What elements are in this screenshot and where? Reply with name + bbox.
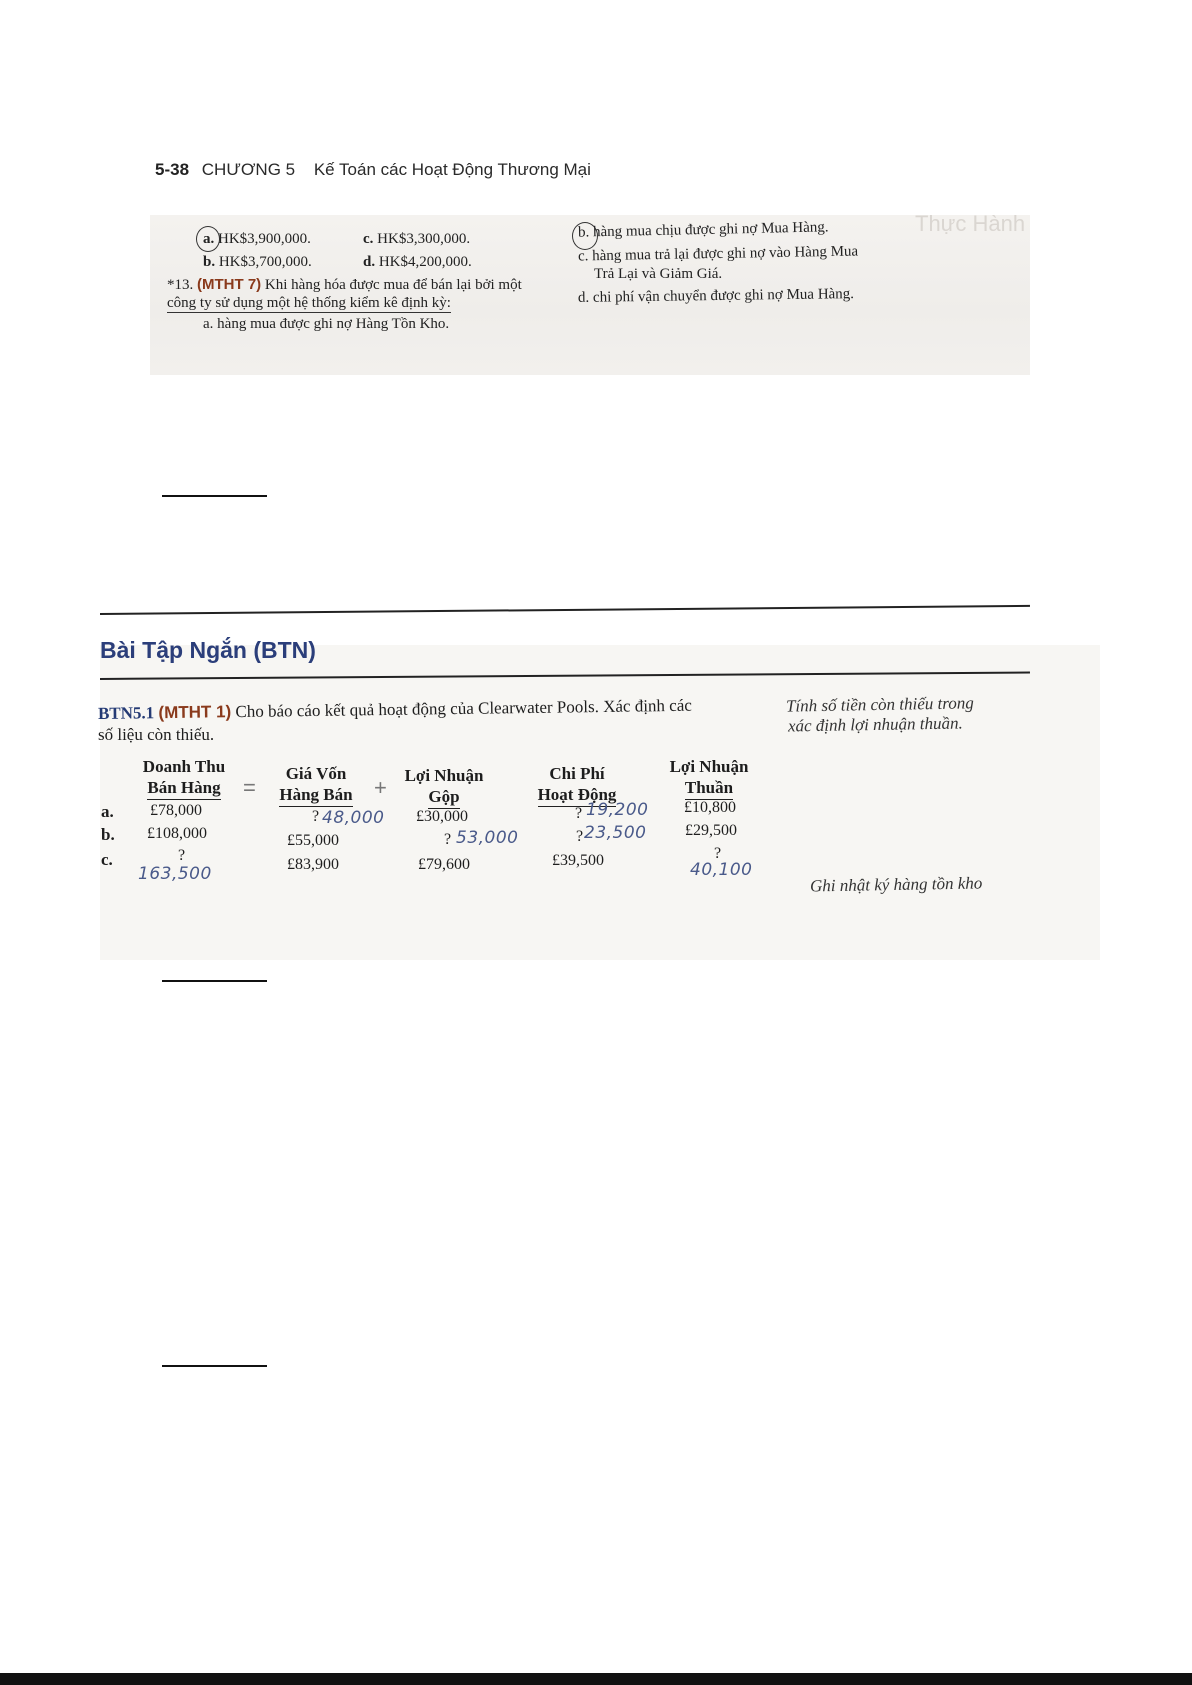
col-header-net-income: Lợi Nhuận Thuần <box>655 756 763 800</box>
cell-a-net-income: £10,800 <box>684 799 736 816</box>
exercise-text-line2: số liệu còn thiếu. <box>98 725 215 744</box>
handwritten-c-net-income: 40,100 <box>690 860 753 880</box>
q13-option-d: d. chi phí vận chuyển được ghi nợ Mua Hàng. <box>577 286 855 306</box>
q12-option-a: a. HK$3,900,000. <box>203 231 311 247</box>
cell-c-net-income: ? <box>714 845 722 862</box>
cell-c-revenue: ? <box>178 847 186 864</box>
col-header-operating-expenses: Chi Phí Hoạt Động <box>522 763 632 807</box>
cell-a-operating-expenses: ? <box>575 805 583 822</box>
cell-a-revenue: £78,000 <box>150 802 202 819</box>
col-header-gross-profit: Lợi Nhuận Gộp <box>390 765 498 809</box>
col-header-revenue: Doanh Thu Bán Hàng <box>128 756 240 800</box>
equals-operator: = <box>243 775 256 800</box>
handwritten-a-operating-expenses: 19,200 <box>586 800 649 820</box>
side-note: Tính số tiền còn thiếu trong <box>785 693 974 716</box>
q12-option-c: c. HK$3,300,000. <box>363 231 471 247</box>
cell-a-gross-profit: £30,000 <box>416 808 468 825</box>
answer-blank-line <box>162 1365 267 1367</box>
cell-b-revenue: £108,000 <box>147 825 207 842</box>
chapter-label: CHƯƠNG 5 <box>201 160 296 179</box>
handwritten-b-operating-expenses: 23,500 <box>584 823 647 843</box>
row-label-b: b. <box>101 825 115 844</box>
col-header-cogs: Giá Vốn Hàng Bán <box>262 763 370 807</box>
cell-b-gross-profit: ? <box>444 831 452 848</box>
exercise-text: BTN5.1 (MTHT 1) Cho báo cáo kết quả hoạt động của Clearwater Pools. Xác định các <box>97 695 693 723</box>
scan-edge-strip <box>0 1673 1192 1685</box>
cell-c-gross-profit: £79,600 <box>418 856 470 873</box>
faded-heading: Thực Hành <box>915 215 1026 236</box>
cell-b-net-income: £29,500 <box>685 822 737 839</box>
q13-stem: *13. (MTHT 7) Khi hàng hóa được mua để bán lại bởi một <box>167 276 522 293</box>
section-rule-top <box>100 605 1030 615</box>
side-note-bottom: Ghi nhật ký hàng tồn kho <box>809 873 983 896</box>
answer-blank-line <box>162 980 267 982</box>
cell-a-cogs: ? <box>312 808 320 825</box>
cell-c-operating-expenses: £39,500 <box>552 852 604 869</box>
handwritten-a-cogs: 48,000 <box>322 808 385 828</box>
q13-option-a: a. hàng mua được ghi nợ Hàng Tồn Kho. <box>203 316 450 332</box>
handwritten-c-revenue: 163,500 <box>138 864 212 884</box>
cell-c-cogs: £83,900 <box>287 856 339 873</box>
page-header <box>155 160 591 180</box>
page-number: 5-38 <box>155 160 190 179</box>
cell-b-cogs: £55,000 <box>287 832 339 849</box>
cell-b-operating-expenses: ? <box>576 828 584 845</box>
q13-option-c-line2: Trả Lại và Giảm Giá. <box>594 266 723 282</box>
chapter-title: Kế Toán các Hoạt Động Thương Mại <box>313 160 591 179</box>
side-note-line2: xác định lợi nhuận thuần. <box>787 713 963 736</box>
section-title: Bài Tập Ngắn (BTN) <box>100 637 316 663</box>
q12-option-b: b. HK$3,700,000. <box>203 254 312 270</box>
handwritten-b-gross-profit: 53,000 <box>456 828 519 848</box>
row-label-a: a. <box>101 802 114 821</box>
answer-blank-line <box>162 495 267 497</box>
q13-stem-line2: công ty sử dụng một hệ thống kiểm kê định kỳ: <box>167 295 451 311</box>
row-label-c: c. <box>101 850 113 869</box>
plus-operator: + <box>374 775 387 800</box>
q13-option-b: b. hàng mua chịu được ghi nợ Mua Hàng. <box>577 219 829 241</box>
q12-option-d: d. HK$4,200,000. <box>363 254 472 270</box>
q13-option-c: c. hàng mua trả lại được ghi nợ vào Hàng Mua <box>577 243 859 265</box>
